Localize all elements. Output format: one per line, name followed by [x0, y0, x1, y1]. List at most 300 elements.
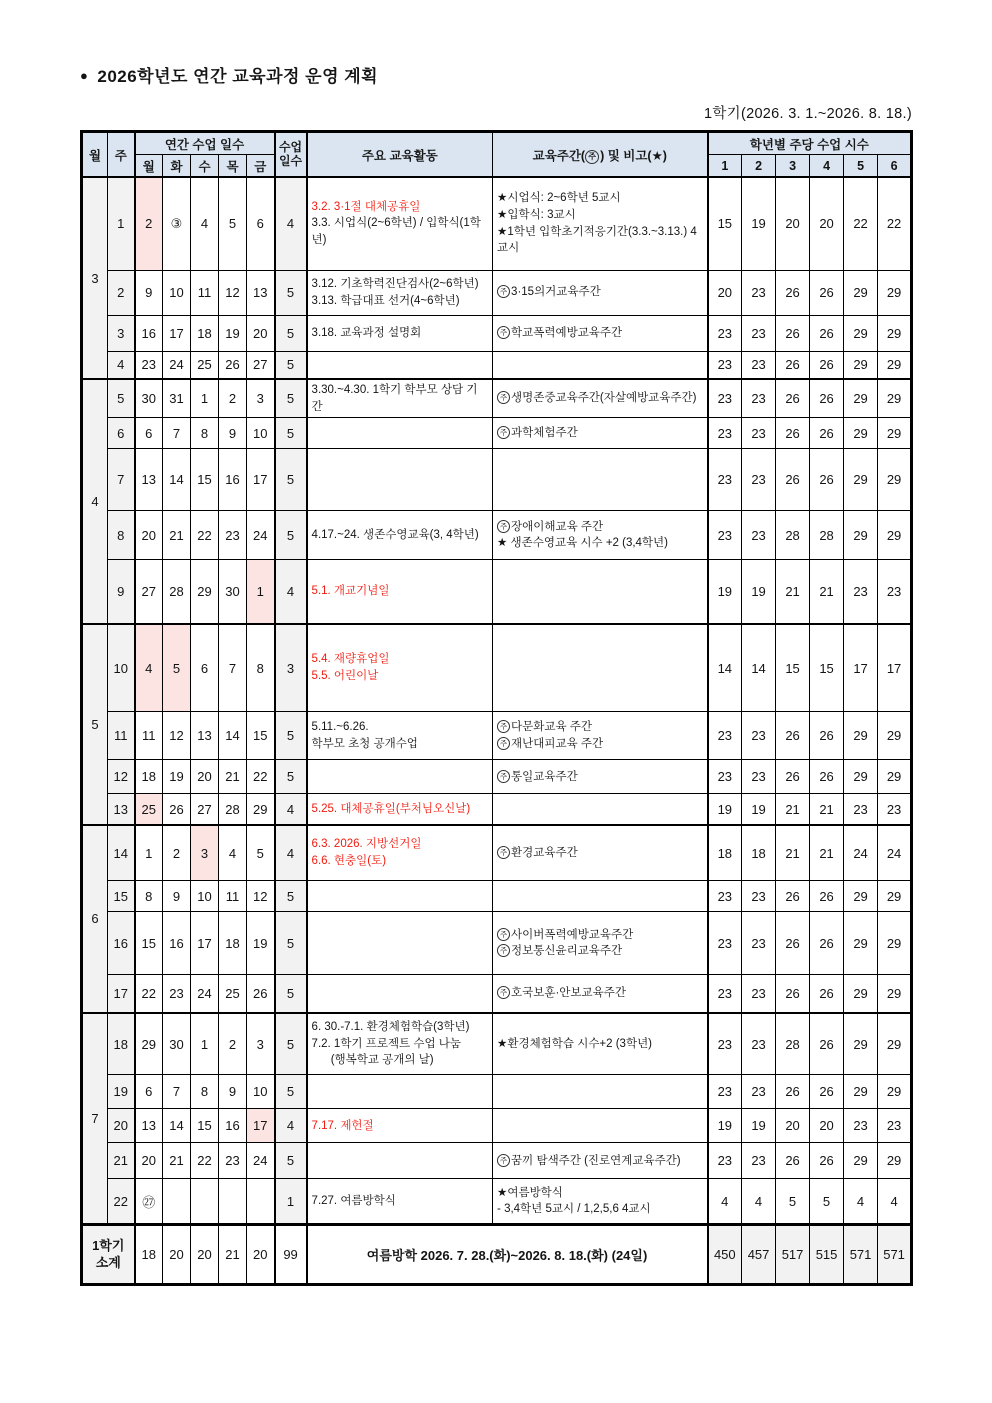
day-cell: 24	[247, 1143, 275, 1179]
class-days-cell: 4	[275, 1109, 307, 1143]
week-number-cell: 15	[108, 881, 135, 912]
day-cell: 8	[191, 418, 219, 449]
day-cell: 25	[219, 975, 247, 1013]
weekly-hours-cell: 19	[742, 177, 776, 270]
day-cell: 23	[219, 511, 247, 560]
weekday-header: 월	[135, 155, 163, 178]
week-row	[82, 712, 912, 760]
week-row	[82, 315, 912, 351]
week-number-cell: 19	[108, 1075, 135, 1109]
grade-header: 3	[776, 155, 810, 178]
note-line: ★ 생존수영교육 시수 +2 (3,4학년)	[497, 537, 668, 550]
day-cell: 6	[247, 177, 275, 270]
weekly-hours-cell: 23	[708, 315, 742, 351]
day-cell: 3	[247, 379, 275, 418]
bullet-icon: ●	[80, 68, 89, 83]
weekly-hours-cell: 29	[878, 912, 912, 975]
day-cell: 29	[191, 560, 219, 624]
class-days-cell: 5	[275, 270, 307, 315]
activities-cell	[307, 1143, 493, 1179]
week-row	[82, 177, 912, 270]
day-cell: 11	[135, 712, 163, 760]
weekly-hours-cell: 18	[708, 825, 742, 881]
week-row	[82, 1179, 912, 1225]
week-number-cell: 12	[108, 760, 135, 794]
note-line: - 3,4학년 5교시 / 1,2,5,6 4교시	[497, 1203, 651, 1216]
day-cell: 26	[219, 351, 247, 379]
holiday-activity-line: 5.4. 재량휴업일	[311, 653, 390, 666]
day-cell: 22	[191, 1143, 219, 1179]
weekly-hours-cell: 29	[878, 1075, 912, 1109]
weekly-hours-cell: 26	[810, 1075, 844, 1109]
weekly-hours-cell: 4	[742, 1179, 776, 1225]
weekly-hours-cell: 29	[878, 1013, 912, 1075]
weekly-hours-cell: 23	[708, 712, 742, 760]
weekly-hours-cell: 4	[878, 1179, 912, 1225]
month-cell: 3	[82, 177, 108, 379]
week-row	[82, 760, 912, 794]
activities-cell	[307, 449, 493, 511]
circled-ju-icon: 주	[497, 520, 510, 533]
weekly-hours-cell: 28	[776, 511, 810, 560]
day-cell: 10	[247, 418, 275, 449]
subtotal-label-line: 1학기	[92, 1237, 125, 1253]
weekly-hours-cell: 19	[742, 794, 776, 825]
circled-ju-icon: 주	[497, 944, 510, 957]
weekly-hours-cell: 23	[742, 418, 776, 449]
activities-cell	[307, 351, 493, 379]
day-cell: 6	[135, 418, 163, 449]
weekly-hours-cell: 23	[708, 351, 742, 379]
grade-total-cell: 457	[742, 1225, 776, 1285]
week-row	[82, 881, 912, 912]
education-week-note: 주 꿈끼 탐색주간 (진로연계교육주간)	[497, 1153, 703, 1170]
education-week-note: 주 장애이해교육 주간	[497, 519, 703, 536]
class-days-cell: 5	[275, 315, 307, 351]
weekly-hours-cell: 23	[708, 975, 742, 1013]
circled-ju-icon: 주	[497, 326, 510, 339]
weekly-hours-cell: 26	[810, 315, 844, 351]
weekly-hours-cell: 29	[844, 712, 878, 760]
weekly-hours-cell: 18	[742, 825, 776, 881]
activities-cell	[307, 1075, 493, 1109]
circled-ju-icon: 주	[497, 770, 510, 783]
weekly-hours-cell: 29	[844, 975, 878, 1013]
activities-cell	[307, 1179, 493, 1225]
week-number-cell: 8	[108, 511, 135, 560]
activity-line: (행복학교 공개의 날)	[311, 1054, 434, 1067]
weekday-total-cell: 20	[163, 1225, 191, 1285]
notes-cell	[493, 418, 708, 449]
week-row	[82, 794, 912, 825]
weekly-hours-cell: 23	[708, 379, 742, 418]
notes-cell	[493, 270, 708, 315]
weekly-hours-cell: 21	[810, 794, 844, 825]
circled-ju-icon: 주	[497, 285, 510, 298]
weekday-header: 목	[219, 155, 247, 178]
education-week-note: 주 생명존중교육주간(자살예방교육주간)	[497, 390, 703, 407]
day-cell: 12	[219, 270, 247, 315]
weekly-hours-cell: 29	[844, 1075, 878, 1109]
week-row	[82, 1109, 912, 1143]
week-row	[82, 560, 912, 624]
week-row	[82, 511, 912, 560]
day-cell: 7	[163, 1075, 191, 1109]
day-cell: 2	[219, 1013, 247, 1075]
week-number-cell: 18	[108, 1013, 135, 1075]
class-days-cell: 4	[275, 825, 307, 881]
weekly-hours-cell: 15	[776, 624, 810, 712]
notes-cell	[493, 975, 708, 1013]
class-days-cell: 5	[275, 351, 307, 379]
annual-days-header: 연간 수업 일수	[135, 132, 275, 155]
notes-cell	[493, 379, 708, 418]
weekly-hours-cell: 26	[776, 912, 810, 975]
day-cell: 17	[163, 315, 191, 351]
weekly-hours-cell: 23	[878, 560, 912, 624]
notes-header	[493, 132, 708, 178]
page-title-row	[80, 62, 912, 87]
day-cell: 10	[247, 1075, 275, 1109]
grade-total-cell: 517	[776, 1225, 810, 1285]
month-cell: 5	[82, 624, 108, 825]
weekly-hours-cell: 29	[878, 881, 912, 912]
day-cell: 23	[163, 975, 191, 1013]
holiday-activity-line: 5.25. 대체공휴일(부처님오신날)	[311, 802, 471, 815]
holiday-activity-line: 5.5. 어린이날	[311, 670, 379, 683]
day-cell: 11	[219, 881, 247, 912]
semester-label: 1학기(2026. 3. 1.~2026. 8. 18.)	[703, 106, 912, 122]
class-days-cell: 5	[275, 511, 307, 560]
day-cell: 26	[163, 794, 191, 825]
day-cell: 20	[135, 1143, 163, 1179]
weekly-hours-cell: 29	[844, 881, 878, 912]
week-number-cell: 16	[108, 912, 135, 975]
weekly-hours-cell: 29	[878, 511, 912, 560]
activities-cell	[307, 794, 493, 825]
weekly-hours-cell: 19	[708, 560, 742, 624]
day-cell: 19	[163, 760, 191, 794]
day-cell: 13	[135, 449, 163, 511]
month-cell: 6	[82, 825, 108, 1013]
weekly-hours-cell: 26	[776, 760, 810, 794]
weekly-hours-cell: 23	[742, 351, 776, 379]
day-cell: 22	[247, 760, 275, 794]
week-number-cell: 13	[108, 794, 135, 825]
weekly-hours-cell: 5	[810, 1179, 844, 1225]
weekly-hours-cell: 29	[878, 449, 912, 511]
weekly-hours-cell: 23	[708, 881, 742, 912]
activities-cell	[307, 270, 493, 315]
day-cell: 28	[219, 794, 247, 825]
day-cell: 9	[219, 418, 247, 449]
weekly-hours-cell: 23	[708, 760, 742, 794]
activity-line: 3.18. 교육과정 설명회	[311, 326, 422, 339]
education-week-note: 주 사이버폭력예방교육주간	[497, 927, 703, 944]
day-cell: 27	[247, 351, 275, 379]
class-days-total-cell: 99	[275, 1225, 307, 1285]
weekly-hours-cell: 20	[810, 1109, 844, 1143]
month-cell: 7	[82, 1013, 108, 1225]
weekly-hours-cell: 26	[776, 270, 810, 315]
class-days-cell: 3	[275, 624, 307, 712]
note-line: ★시업식: 2~6학년 5교시	[497, 192, 621, 205]
weekly-hours-cell: 26	[776, 881, 810, 912]
day-cell: 9	[163, 881, 191, 912]
education-week-note: 주 과학체험주간	[497, 425, 703, 442]
weekly-hours-cell: 26	[810, 881, 844, 912]
class-days-cell: 5	[275, 379, 307, 418]
notes-cell	[493, 825, 708, 881]
subtotal-label	[82, 1225, 135, 1285]
day-cell: 14	[163, 449, 191, 511]
grade-header: 2	[742, 155, 776, 178]
activities-cell	[307, 177, 493, 270]
week-number-cell: 2	[108, 270, 135, 315]
weekly-hours-cell: 29	[844, 760, 878, 794]
holiday-activity-line: 6.3. 2026. 지방선거일	[311, 838, 422, 851]
weekly-hours-cell: 26	[776, 315, 810, 351]
weekly-hours-cell: 26	[810, 760, 844, 794]
education-week-note: 주 학교폭력예방교육주간	[497, 325, 703, 342]
weekly-hours-cell: 21	[810, 825, 844, 881]
holiday-activity-line: 7.17. 제헌절	[311, 1119, 374, 1132]
weekly-hours-cell: 29	[844, 351, 878, 379]
notes-cell	[493, 511, 708, 560]
weekly-hours-cell: 23	[708, 1013, 742, 1075]
class-days-cell: 5	[275, 760, 307, 794]
class-days-cell: 5	[275, 418, 307, 449]
weekly-hours-cell: 26	[776, 379, 810, 418]
week-number-cell: 3	[108, 315, 135, 351]
activity-line: 7.2. 1학기 프로젝트 수업 나눔	[311, 1037, 461, 1050]
weekly-hours-cell: 21	[776, 794, 810, 825]
week-number-cell: 10	[108, 624, 135, 712]
week-row	[82, 418, 912, 449]
weekly-hours-cell: 29	[844, 912, 878, 975]
weekly-hours-cell: 23	[742, 1143, 776, 1179]
class-days-cell: 5	[275, 912, 307, 975]
weekly-hours-cell: 23	[742, 315, 776, 351]
day-cell: 15	[135, 912, 163, 975]
weekly-hours-cell: 15	[708, 177, 742, 270]
day-cell: 17	[191, 912, 219, 975]
weekday-total-cell: 20	[247, 1225, 275, 1285]
grade-header: 6	[878, 155, 912, 178]
day-cell: 26	[247, 975, 275, 1013]
day-cell: 18	[135, 760, 163, 794]
day-cell: 11	[191, 270, 219, 315]
day-cell	[191, 1179, 219, 1225]
weekly-hours-cell: 23	[742, 881, 776, 912]
day-cell: 2	[219, 379, 247, 418]
weekly-hours-cell: 20	[810, 177, 844, 270]
weekly-hours-cell: 17	[844, 624, 878, 712]
weekly-hours-cell: 29	[844, 1013, 878, 1075]
weekly-hours-cell: 29	[878, 1143, 912, 1179]
activity-line: 3.12. 기초학력진단검사(2~6학년)	[311, 277, 479, 290]
activity-line: 3.3. 시업식(2~6학년) / 입학식(1학년)	[311, 217, 481, 247]
notes-header-suffix: ) 및 비고(★)	[600, 148, 667, 163]
note-line: ★환경체험학습 시수+2 (3학년)	[497, 1037, 653, 1050]
weekly-hours-cell: 17	[878, 624, 912, 712]
weekly-hours-cell: 29	[878, 270, 912, 315]
week-row	[82, 975, 912, 1013]
day-cell: 6	[191, 624, 219, 712]
day-cell: 13	[247, 270, 275, 315]
weekly-hours-cell: 23	[708, 511, 742, 560]
holiday-activity-line: 3.2. 3·1절 대체공휴일	[311, 200, 421, 213]
education-week-note: 주 호국보훈·안보교육주간	[497, 985, 703, 1002]
weekly-hours-cell: 26	[810, 270, 844, 315]
weekly-hours-cell: 20	[708, 270, 742, 315]
weekly-hours-cell: 29	[844, 449, 878, 511]
activity-line: 4.17.~24. 생존수영교육(3, 4학년)	[311, 529, 479, 541]
day-cell: 17	[247, 449, 275, 511]
day-cell: 16	[163, 912, 191, 975]
day-cell: 20	[191, 760, 219, 794]
day-cell: 25	[191, 351, 219, 379]
notes-cell	[493, 449, 708, 511]
class-days-cell: 5	[275, 881, 307, 912]
weekly-hours-cell: 24	[844, 825, 878, 881]
weekly-hours-cell: 26	[810, 351, 844, 379]
weekly-hours-cell: 24	[878, 825, 912, 881]
day-cell: 19	[219, 315, 247, 351]
note-line: ★1학년 입학초기적응기간(3.3.~3.13.) 4교시	[497, 225, 697, 255]
weekly-hours-cell: 28	[810, 511, 844, 560]
weekly-hours-cell: 29	[844, 270, 878, 315]
day-cell: 1	[191, 1013, 219, 1075]
day-cell: 15	[191, 1109, 219, 1143]
week-number-cell: 5	[108, 379, 135, 418]
weekly-hours-cell: 29	[844, 511, 878, 560]
circled-ju-icon: 주	[497, 846, 510, 859]
weekly-hours-cell: 19	[708, 1109, 742, 1143]
week-number-cell: 17	[108, 975, 135, 1013]
weekday-total-cell: 20	[191, 1225, 219, 1285]
weekly-hours-cell: 26	[810, 712, 844, 760]
activities-cell	[307, 315, 493, 351]
weekly-hours-cell: 23	[742, 449, 776, 511]
weekly-hours-cell: 5	[776, 1179, 810, 1225]
grade-total-cell: 571	[878, 1225, 912, 1285]
weekly-hours-cell: 23	[742, 760, 776, 794]
class-days-cell: 4	[275, 794, 307, 825]
weekly-hours-cell: 29	[844, 315, 878, 351]
weekly-hours-cell: 20	[776, 1109, 810, 1143]
class-days-header-line1: 수업	[278, 139, 303, 154]
weekly-hours-cell: 23	[742, 912, 776, 975]
weekly-hours-cell: 23	[742, 1013, 776, 1075]
weekly-hours-cell: 21	[776, 825, 810, 881]
activity-line: 학부모 초청 공개수업	[311, 737, 418, 750]
education-week-note: 주 3·15의거교육주간	[497, 284, 703, 301]
notes-cell	[493, 760, 708, 794]
week-number-cell: 14	[108, 825, 135, 881]
day-cell: 13	[135, 1109, 163, 1143]
week-number-cell: 11	[108, 712, 135, 760]
day-cell: 31	[163, 379, 191, 418]
weekly-hours-cell: 20	[776, 177, 810, 270]
class-days-cell: 5	[275, 1075, 307, 1109]
weekly-hours-cell: 23	[878, 1109, 912, 1143]
weekly-hours-cell: 26	[810, 379, 844, 418]
weekday-total-cell: 18	[135, 1225, 163, 1285]
weekly-hours-cell: 26	[776, 1143, 810, 1179]
day-cell: 1	[247, 560, 275, 624]
day-cell: 5	[219, 177, 247, 270]
day-cell: 24	[191, 975, 219, 1013]
weekly-hours-cell: 26	[776, 712, 810, 760]
notes-cell	[493, 1075, 708, 1109]
weekly-hours-cell: 14	[708, 624, 742, 712]
weekly-hours-cell: 26	[810, 418, 844, 449]
day-cell: 21	[163, 1143, 191, 1179]
day-cell: 15	[247, 712, 275, 760]
day-cell: 7	[163, 418, 191, 449]
day-cell: 4	[191, 177, 219, 270]
notes-cell	[493, 560, 708, 624]
day-cell: 30	[163, 1013, 191, 1075]
weekday-header: 화	[163, 155, 191, 178]
weekly-hours-cell: 19	[708, 794, 742, 825]
week-row	[82, 1013, 912, 1075]
weekly-hours-cell: 23	[708, 1075, 742, 1109]
semester-subtotal-row	[82, 1225, 912, 1285]
weekly-hours-cell: 14	[742, 624, 776, 712]
activities-cell	[307, 881, 493, 912]
month-cell: 4	[82, 379, 108, 624]
weekly-hours-cell: 15	[810, 624, 844, 712]
notes-cell	[493, 177, 708, 270]
curriculum-table	[80, 130, 913, 1286]
notes-cell	[493, 1109, 708, 1143]
weekly-hours-cell: 23	[742, 712, 776, 760]
weekly-hours-cell: 29	[878, 712, 912, 760]
notes-cell	[493, 1179, 708, 1225]
day-cell: 28	[163, 560, 191, 624]
weekly-hours-cell: 29	[878, 379, 912, 418]
weekly-hours-cell: 29	[844, 379, 878, 418]
note-line: ★입학식: 3교시	[497, 209, 576, 222]
weekly-hours-cell: 23	[708, 418, 742, 449]
week-row	[82, 449, 912, 511]
table-header	[82, 132, 912, 178]
weekly-hours-cell: 28	[776, 1013, 810, 1075]
day-cell: 21	[219, 760, 247, 794]
day-cell: 8	[191, 1075, 219, 1109]
day-cell: 27	[135, 560, 163, 624]
day-cell: 2	[163, 825, 191, 881]
summer-vacation-note: 여름방학 2026. 7. 28.(화)~2026. 8. 18.(화) (24일)	[307, 1225, 708, 1285]
circled-ju-icon: 주	[497, 1154, 510, 1167]
weekly-hours-cell: 26	[810, 1013, 844, 1075]
week-row	[82, 1075, 912, 1109]
education-week-note: 주 환경교육주간	[497, 845, 703, 862]
weekly-hours-cell: 26	[810, 912, 844, 975]
weekly-hours-cell: 22	[878, 177, 912, 270]
circled-ju-icon: 주	[497, 720, 510, 733]
table-body	[82, 177, 912, 1285]
day-cell: 17	[247, 1109, 275, 1143]
day-cell: 21	[163, 511, 191, 560]
weekly-hours-cell: 26	[810, 975, 844, 1013]
weekly-hours-cell: 23	[742, 975, 776, 1013]
activities-cell	[307, 760, 493, 794]
notes-cell	[493, 881, 708, 912]
weekly-hours-cell: 22	[844, 177, 878, 270]
